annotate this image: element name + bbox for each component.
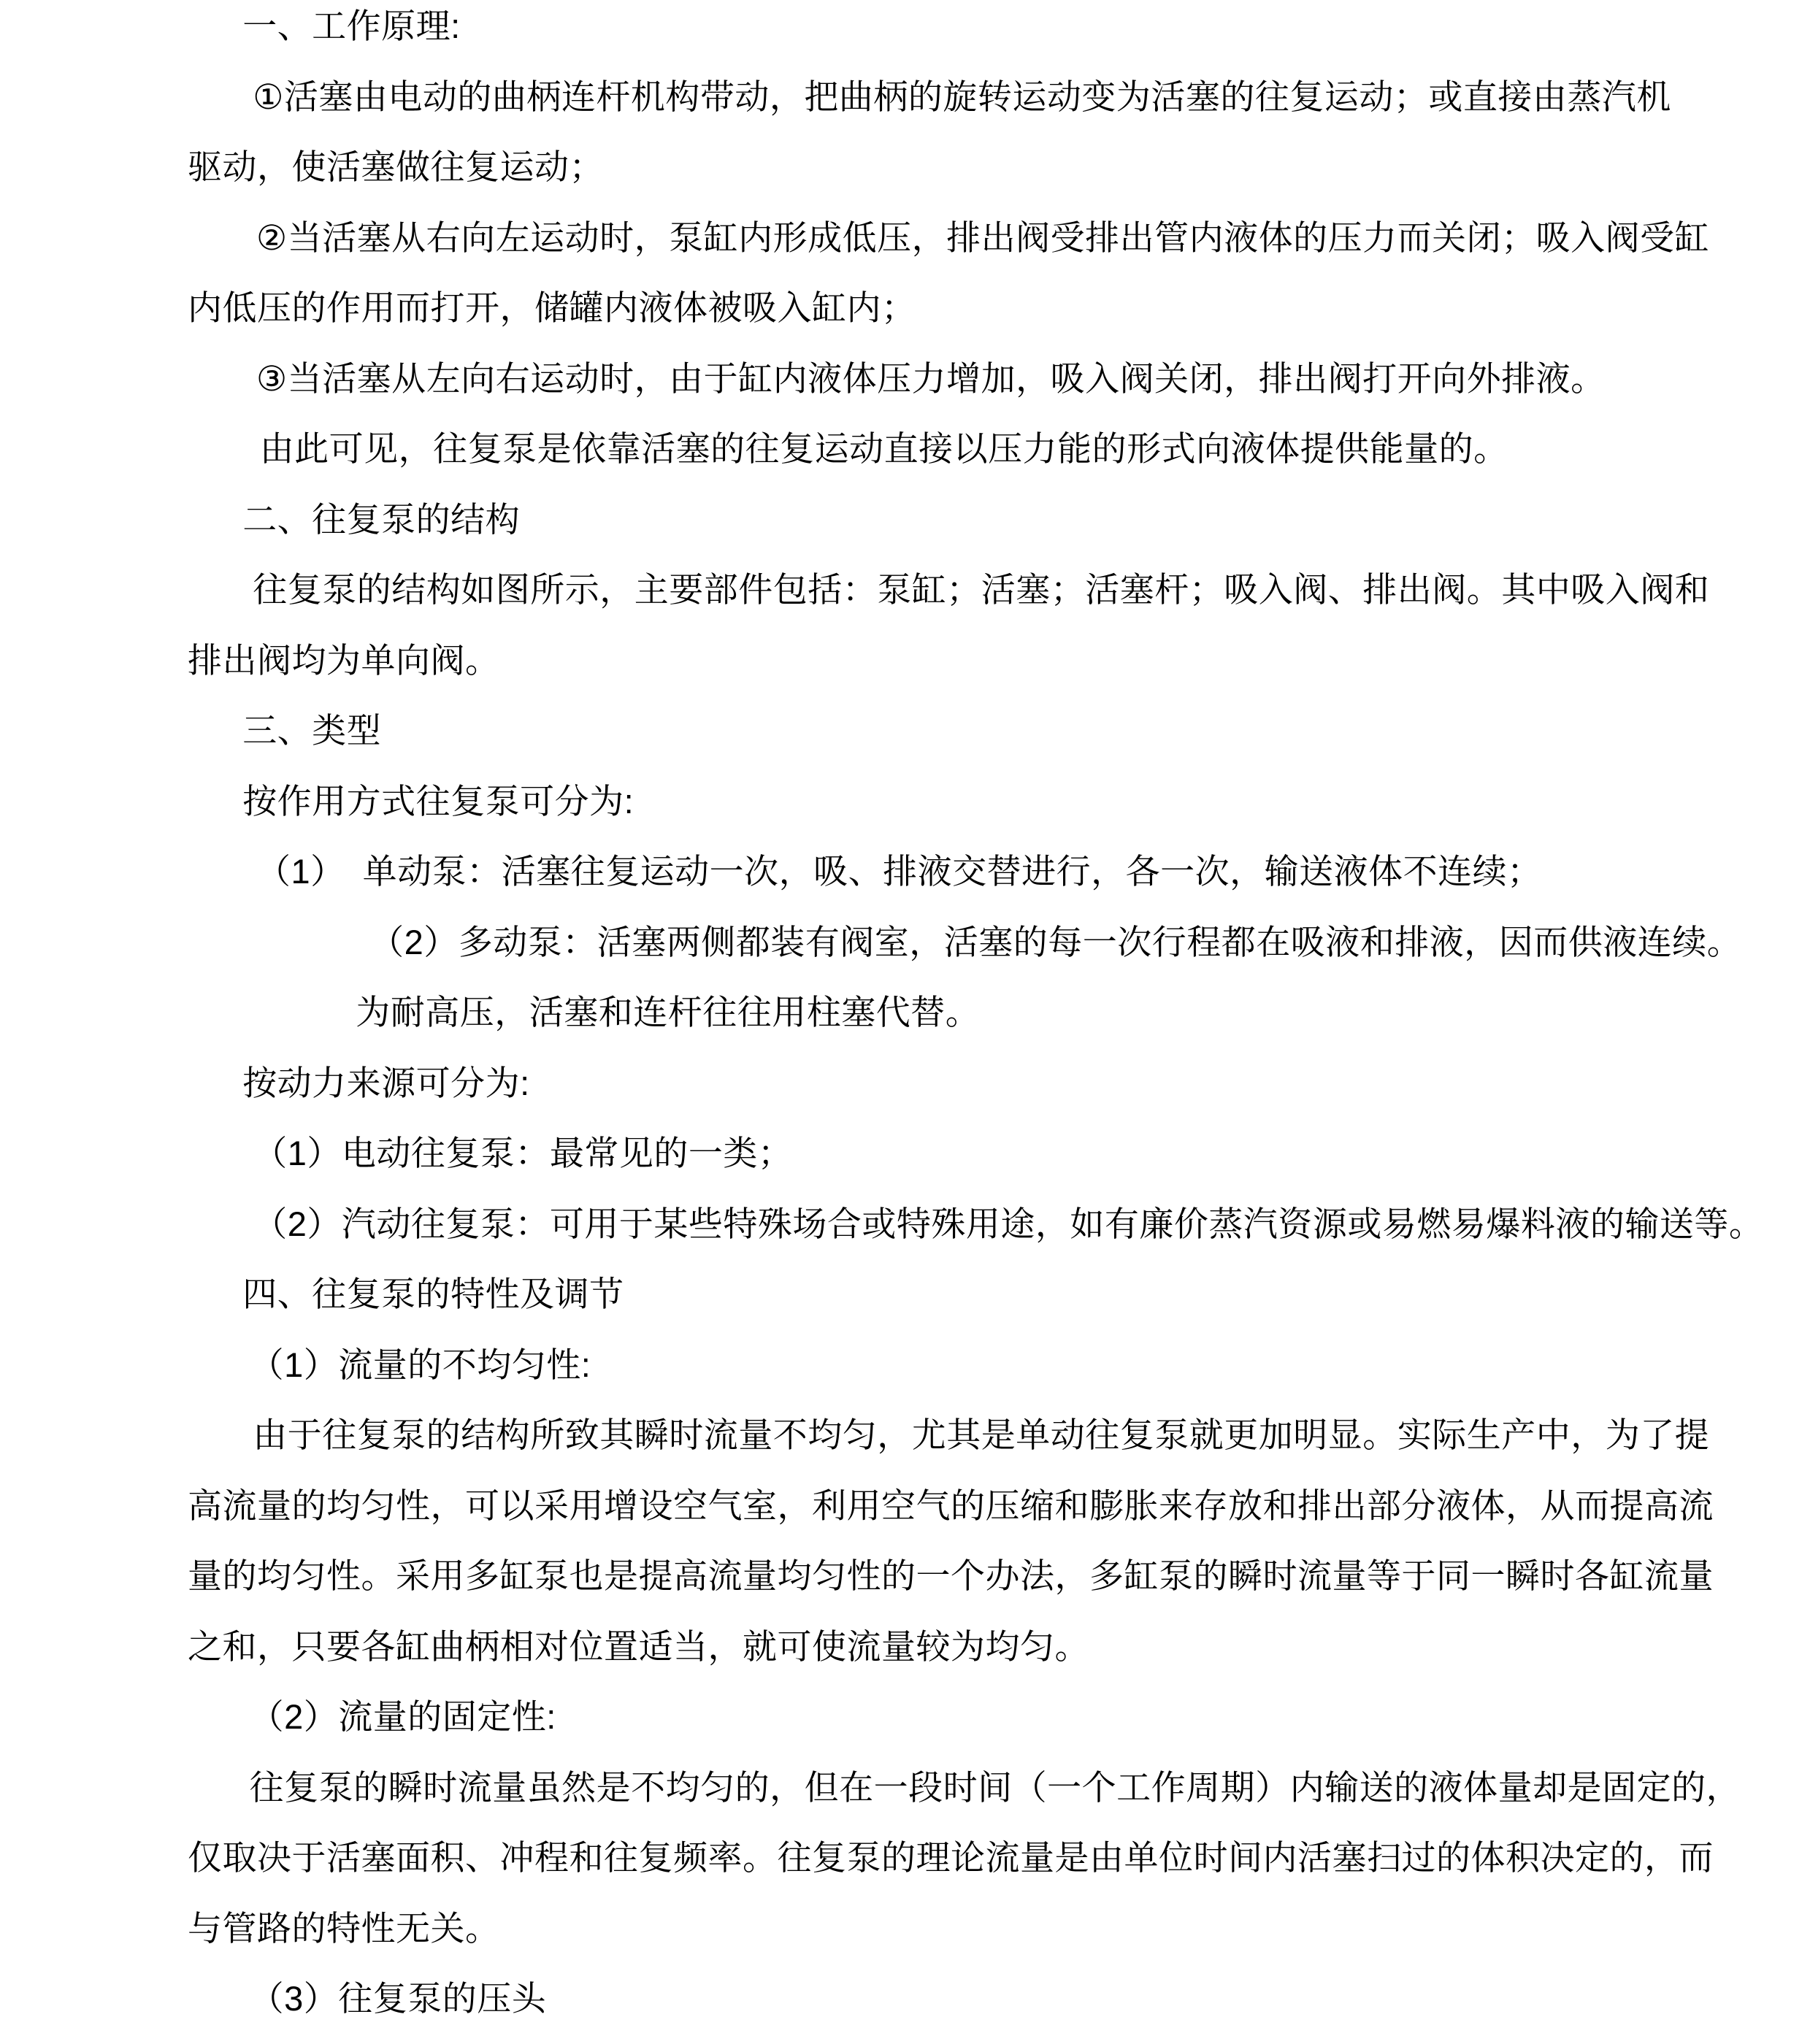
text-line: 之和，只要各缸曲柄相对位置适当，就可使流量较为均匀。	[188, 1626, 1089, 1666]
text-line: 二、往复泵的结构	[242, 499, 521, 539]
text-line: 与管路的特性无关。	[188, 1908, 500, 1948]
text-line: 高流量的均匀性，可以采用增设空气室，利用空气的压缩和膨胀来存放和排出部分液体，从而提高流	[188, 1486, 1714, 1525]
text-line: 仅取决于活塞面积、冲程和往复频率。往复泵的理论流量是由单位时间内活塞扫过的体积决定的，而	[188, 1838, 1714, 1877]
text-line: （1） 单动泵：活塞往复运动一次，吸、排液交替进行，各一次，输送液体不连续；	[256, 852, 1542, 891]
text-line: 按作用方式往复泵可分为:	[242, 781, 634, 821]
text-line: 驱动，使活塞做往复运动；	[188, 147, 604, 186]
text-line: （1）流量的不均匀性:	[249, 1345, 591, 1384]
text-line: 由此可见，往复泵是依靠活塞的往复运动直接以压力能的形式向液体提供能量的。	[259, 429, 1508, 468]
text-line: 往复泵的结构如图所示，主要部件包括：泵缸；活塞；活塞杆；吸入阀、排出阀。其中吸入阀和	[253, 570, 1710, 609]
text-line: 四、往复泵的特性及调节	[242, 1275, 624, 1313]
text-line: 排出阀均为单向阀。	[188, 640, 500, 680]
document-page	[188, 0, 1810, 2035]
text-line: 量的均匀性。采用多缸泵也是提高流量均匀性的一个办法，多缸泵的瞬时流量等于同一瞬时各缸流量	[188, 1556, 1714, 1595]
text-line: 一、工作原理:	[242, 7, 461, 45]
text-line: （2）汽动往复泵：可用于某些特殊场合或特殊用途，如有廉价蒸汽资源或易燃易爆料液的输送等。	[253, 1204, 1764, 1243]
text-line: （2）多动泵：活塞两侧都装有阀室，活塞的每一次行程都在吸液和排液，因而供液连续。	[369, 922, 1742, 961]
text-line: ②当活塞从右向左运动时，泵缸内形成低压，排出阀受排出管内液体的压力而关闭；吸入阀受缸	[256, 218, 1710, 257]
text-line: （2）流量的固定性:	[249, 1697, 556, 1736]
text-line: 由于往复泵的结构所致其瞬时流量不均匀，尤其是单动往复泵就更加明显。实际生产中，为了提	[253, 1415, 1710, 1454]
text-line: 为耐高压，活塞和连杆往往用柱塞代替。	[356, 993, 981, 1031]
text-line: ③当活塞从左向右运动时，由于缸内液体压力增加，吸入阀关闭，排出阀打开向外排液。	[256, 358, 1606, 398]
text-line: 按动力来源可分为:	[242, 1063, 530, 1102]
text-line: （1）电动往复泵：最常见的一类；	[253, 1134, 793, 1172]
text-line: 内低压的作用而打开，储罐内液体被吸入缸内；	[188, 288, 916, 327]
text-line: 三、类型	[242, 711, 382, 750]
text-line: 往复泵的瞬时流量虽然是不均匀的，但在一段时间（一个工作周期）内输送的液体量却是固定的，	[249, 1767, 1741, 1807]
text-line: （3）往复泵的压头	[249, 1979, 547, 2018]
text-line: ①活塞由电动的曲柄连杆机构带动，把曲柄的旋转运动变为活塞的往复运动；或直接由蒸汽机	[253, 77, 1671, 116]
